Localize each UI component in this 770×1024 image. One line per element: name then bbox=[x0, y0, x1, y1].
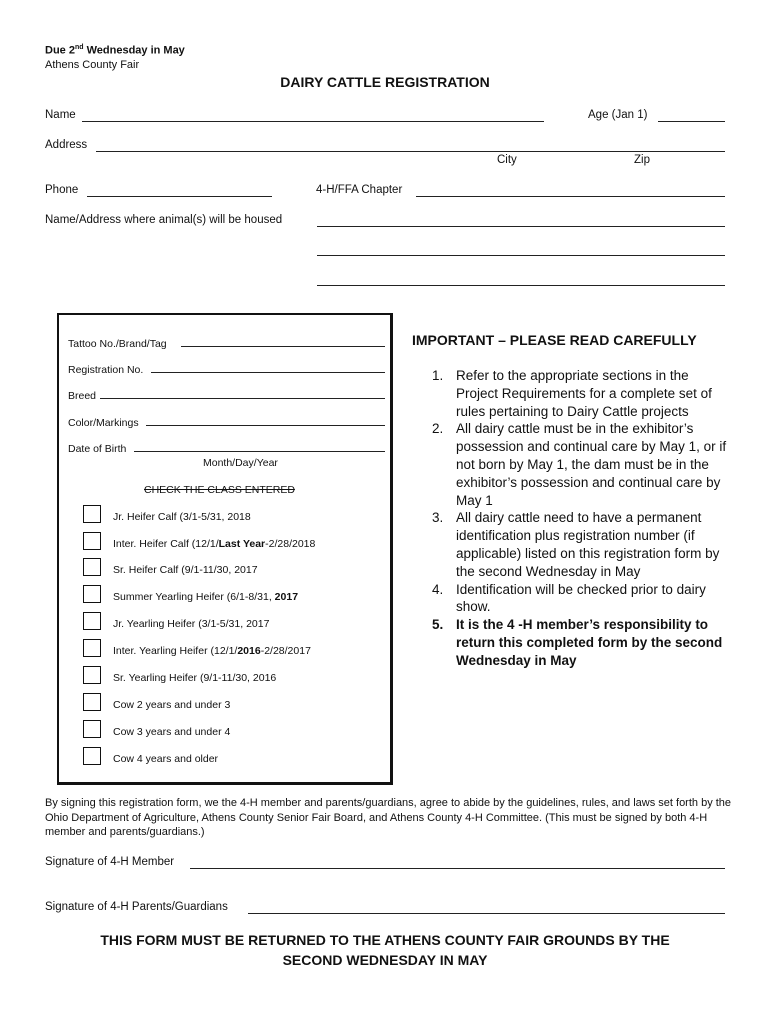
phone-label: Phone bbox=[45, 184, 79, 196]
class-label: Sr. Yearling Heifer (9/1-11/30, 2016 bbox=[113, 672, 277, 684]
important-list bbox=[432, 367, 730, 670]
breed-field[interactable] bbox=[100, 398, 385, 399]
breed-label: Breed bbox=[68, 390, 97, 402]
tattoo-label: Tattoo No./Brand/Tag bbox=[68, 338, 167, 350]
class-label: Summer Yearling Heifer (6/1-8/31, 2017 bbox=[113, 591, 299, 603]
parents-signature-label: Signature of 4-H Parents/Guardians bbox=[45, 901, 228, 913]
parents-signature-field[interactable] bbox=[248, 913, 725, 914]
class-label: Cow 4 years and older bbox=[113, 753, 219, 765]
fair-name: Athens County Fair bbox=[45, 59, 140, 71]
tattoo-field[interactable] bbox=[181, 346, 385, 347]
member-signature-label: Signature of 4-H Member bbox=[45, 856, 175, 868]
footer-notice bbox=[0, 930, 770, 970]
class-checkbox-cow-4[interactable] bbox=[83, 747, 101, 765]
class-checkbox-inter-heifer-calf[interactable] bbox=[83, 532, 101, 550]
chapter-label: 4-H/FFA Chapter bbox=[316, 184, 403, 196]
important-item: 5. It is the 4 -H member’s responsibility to return this completed form by the second Wednesday in May bbox=[432, 617, 723, 668]
class-checkbox-sr-yearling[interactable] bbox=[83, 666, 101, 684]
member-signature-field[interactable] bbox=[190, 868, 725, 869]
class-label: Inter. Heifer Calf (12/1/Last Year-2/28/2018 bbox=[113, 538, 316, 550]
age-field[interactable] bbox=[658, 121, 725, 122]
footer-line-2: SECOND WEDNESDAY IN MAY bbox=[282, 952, 488, 968]
check-class-heading: CHECK THE CLASS ENTERED bbox=[144, 484, 295, 496]
class-label: Inter. Yearling Heifer (12/1/2016-2/28/2017 bbox=[113, 645, 311, 657]
dob-format-caption: Month/Day/Year bbox=[203, 457, 278, 469]
zip-caption: Zip bbox=[634, 154, 650, 166]
important-item: 2. All dairy cattle must be in the exhibitor’s possession and continual care by May 1, or if not born by May 1, the dam must be in the exhibitor’s possession and continual care by May 1 bbox=[432, 421, 727, 508]
registration-label: Registration No. bbox=[68, 364, 144, 376]
class-label: Jr. Heifer Calf (3/1-5/31, 2018 bbox=[113, 511, 251, 523]
name-field[interactable] bbox=[82, 121, 544, 122]
color-label: Color/Markings bbox=[68, 417, 139, 429]
due-date: Due 2nd Wednesday in May bbox=[45, 44, 185, 57]
important-item: 1. Refer to the appropriate sections in the Project Requirements for a complete set of rules pertaining to Dairy Cattle projects bbox=[432, 368, 712, 419]
address-label: Address bbox=[45, 139, 88, 151]
name-label: Name bbox=[45, 109, 76, 121]
class-label: Cow 2 years and under 3 bbox=[113, 699, 231, 711]
color-field[interactable] bbox=[146, 425, 385, 426]
age-label: Age (Jan 1) bbox=[588, 109, 648, 121]
class-checkbox-jr-yearling[interactable] bbox=[83, 612, 101, 630]
class-checkbox-cow-3[interactable] bbox=[83, 720, 101, 738]
class-label: Jr. Yearling Heifer (3/1-5/31, 2017 bbox=[113, 618, 270, 630]
address-field[interactable] bbox=[96, 151, 725, 152]
class-checkbox-jr-heifer-calf[interactable] bbox=[83, 505, 101, 523]
dob-field[interactable] bbox=[134, 451, 385, 452]
class-label: Cow 3 years and under 4 bbox=[113, 726, 231, 738]
city-caption: City bbox=[497, 154, 517, 166]
class-label: Sr. Heifer Calf (9/1-11/30, 2017 bbox=[113, 564, 258, 576]
housed-label: Name/Address where animal(s) will be housed bbox=[45, 214, 283, 226]
form-title: DAIRY CATTLE REGISTRATION bbox=[280, 74, 490, 90]
class-checkbox-summer-yearling[interactable] bbox=[83, 585, 101, 603]
dob-label: Date of Birth bbox=[68, 443, 127, 455]
registration-field[interactable] bbox=[151, 372, 385, 373]
housed-field-line-2[interactable] bbox=[317, 255, 725, 256]
important-heading: IMPORTANT – PLEASE READ CAREFULLY bbox=[412, 332, 697, 348]
important-item: 3. All dairy cattle need to have a permanent identification plus registration number (if applicable) listed on this registration form by the second Wednesday in May bbox=[432, 510, 720, 579]
phone-field[interactable] bbox=[87, 196, 272, 197]
class-checkbox-inter-yearling[interactable] bbox=[83, 639, 101, 657]
housed-field-line-1[interactable] bbox=[317, 226, 725, 227]
class-checkbox-cow-2[interactable] bbox=[83, 693, 101, 711]
housed-field-line-3[interactable] bbox=[317, 285, 725, 286]
footer-line-1: THIS FORM MUST BE RETURNED TO THE ATHENS COUNTY FAIR GROUNDS BY THE bbox=[100, 932, 670, 948]
important-item: 4. Identification will be checked prior to dairy show. bbox=[432, 581, 706, 615]
agreement-text: By signing this registration form, we the 4-H member and parents/guardians, agree to abide by the guidelines, rules, and laws set forth by the Ohio Department of Agriculture, Athens County Senior Fair Board, and Athens County 4-H Committee. (This must be signed by both 4-H member and parents/guardians.) bbox=[45, 797, 732, 838]
class-checkbox-sr-heifer-calf[interactable] bbox=[83, 558, 101, 576]
chapter-field[interactable] bbox=[416, 196, 725, 197]
